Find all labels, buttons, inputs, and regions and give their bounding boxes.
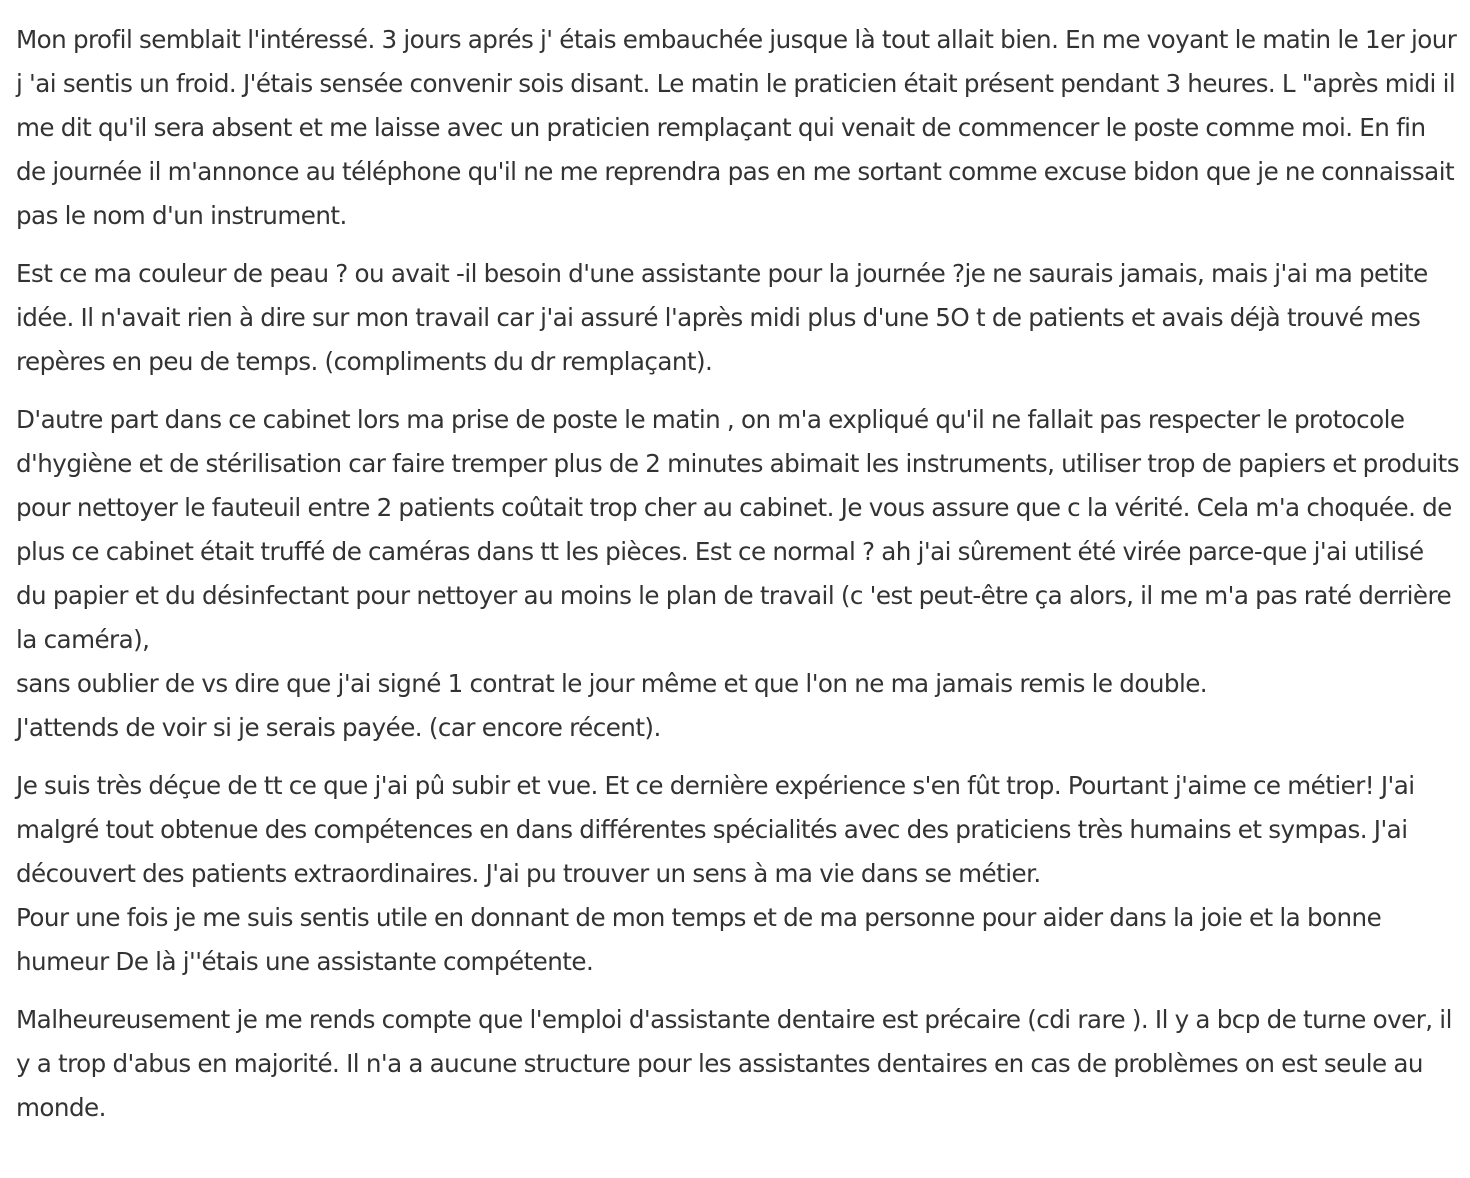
paragraph-line: Je suis très déçue de tt ce que j'ai pû subir et vue. Et ce dernière expérience s'en fût trop. Pourtant j'aime ce métier! J'ai malgré tout obtenue des compétences en dans différentes spécialités avec des praticiens très humains et sympas. J'ai découvert des patients extraordinaires. J'ai pu trouver un sens à ma vie dans se métier. (16, 771, 1415, 888)
paragraph-3 (16, 398, 1460, 750)
paragraph-line: Pour une fois je me suis sentis utile en donnant de mon temps et de ma personne pour aider dans la joie et la bonne humeur De là j''étais une assistante compétente. (16, 903, 1382, 976)
paragraph-4 (16, 764, 1460, 984)
paragraph-5 (16, 998, 1460, 1130)
paragraph-1 (16, 18, 1460, 238)
paragraph-line: Malheureusement je me rends compte que l'emploi d'assistante dentaire est précaire (cdi rare ). Il y a bcp de turne over, il y a trop d'abus en majorité. Il n'a a aucune structure pour les assistantes dentaires en cas de problèmes on est seule au monde. (16, 1005, 1452, 1122)
paragraph-line: D'autre part dans ce cabinet lors ma prise de poste le matin , on m'a expliqué qu'il ne fallait pas respecter le protocole d'hygiène et de stérilisation car faire tremper plus de 2 minutes abimait les instruments, utiliser trop de papiers et produits pour nettoyer le fauteuil entre 2 patients coûtait trop cher au cabinet. Je vous assure que c la vérité. Cela m'a choquée. de plus ce cabinet était truffé de caméras dans tt les pièces. Est ce normal ? ah j'ai sûrement été virée parce-que j'ai utilisé du papier et du désinfectant pour nettoyer au moins le plan de travail (c 'est peut-être ça alors, il me m'a pas raté derrière la caméra), (16, 405, 1460, 654)
paragraph-line: J'attends de voir si je serais payée. (car encore récent). (16, 713, 661, 742)
paragraph-line: Est ce ma couleur de peau ? ou avait -il besoin d'une assistante pour la journée ?je ne saurais jamais, mais j'ai ma petite idée. Il n'avait rien à dire sur mon travail car j'ai assuré l'après midi plus d'une 5O t de patients et avais déjà trouvé mes repères en peu de temps. (compliments du dr remplaçant). (16, 259, 1428, 376)
paragraph-line: Mon profil semblait l'intéressé. 3 jours aprés j' étais embauchée jusque là tout allait bien. En me voyant le matin le 1er jour j 'ai sentis un froid. J'étais sensée convenir sois disant. Le matin le praticien était présent pendant 3 heures. L "après midi il me dit qu'il sera absent et me laisse avec un praticien remplaçant qui venait de commencer le poste comme moi. En fin de journée il m'annonce au téléphone qu'il ne me reprendra pas en me sortant comme excuse bidon que je ne connaissait pas le nom d'un instrument. (16, 25, 1457, 230)
paragraph-2 (16, 252, 1460, 384)
paragraph-line: sans oublier de vs dire que j'ai signé 1 contrat le jour même et que l'on ne ma jamais remis le double. (16, 669, 1208, 698)
